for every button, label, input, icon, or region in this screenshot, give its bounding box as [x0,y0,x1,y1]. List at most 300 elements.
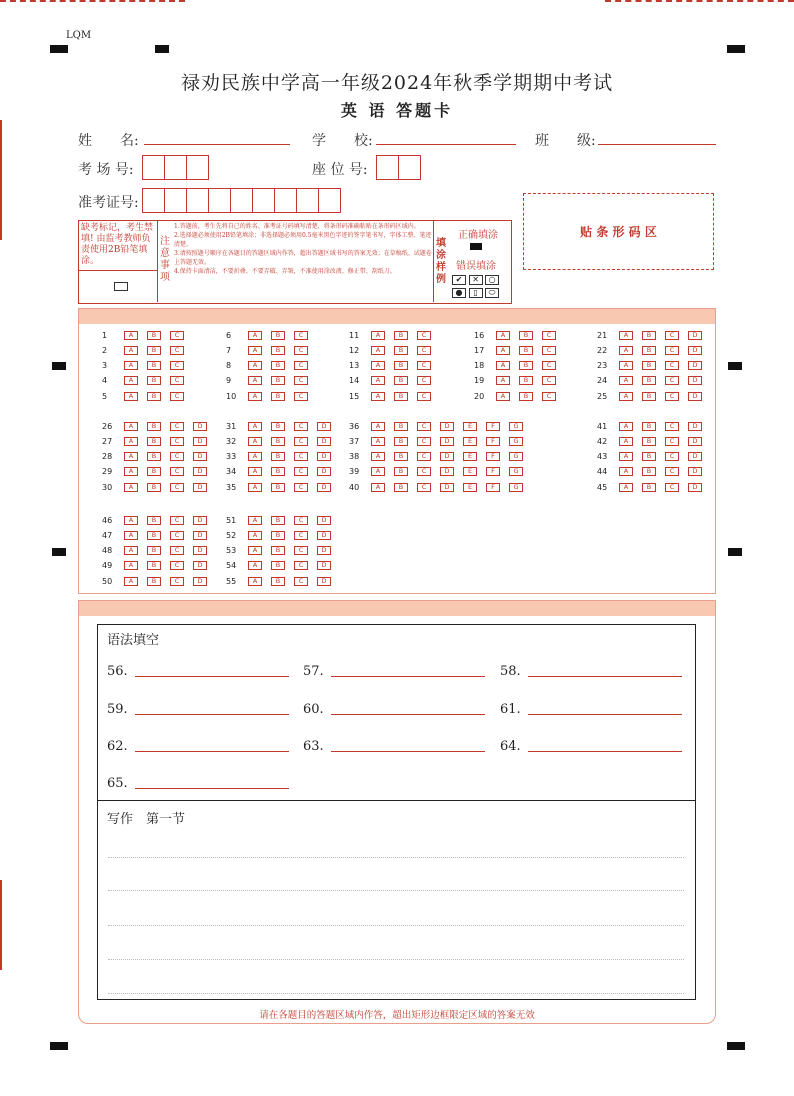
mc-option-bubble[interactable]: C [417,452,431,461]
mc-option-bubble[interactable]: C [294,452,308,461]
writing-line[interactable] [108,959,684,960]
mc-option-bubble[interactable]: A [248,577,262,586]
mc-option-bubble[interactable]: B [394,483,408,492]
mc-option-bubble[interactable]: A [371,361,385,370]
mc-option-bubble[interactable]: A [371,437,385,446]
mc-option-bubble[interactable]: C [294,531,308,540]
mc-question-number: 41 [597,421,608,431]
writing-line[interactable] [108,993,684,994]
mc-option-bubble[interactable]: B [642,422,656,431]
mc-question [102,345,193,355]
mc-question [226,452,340,462]
mc-option-bubble[interactable]: B [271,392,285,401]
mc-option-bubble[interactable]: A [124,531,138,540]
mc-option-bubble[interactable]: A [248,361,262,370]
mc-option-bubble[interactable]: C [170,422,184,431]
mc-option-bubble[interactable]: C [665,361,679,370]
mc-option-bubble[interactable]: D [193,437,207,446]
grammar-blank-number: 63. [303,739,324,754]
name-label: 姓 名: [78,133,139,149]
section-divider [97,800,696,801]
mc-option-bubble[interactable]: B [519,346,533,355]
mc-option-bubble[interactable]: C [170,531,184,540]
mc-option-bubble[interactable]: C [170,452,184,461]
grammar-blank-line[interactable] [528,714,682,715]
mc-option-bubble[interactable]: B [271,467,285,476]
mc-option-bubble[interactable]: C [294,577,308,586]
mc-question-number: 4 [102,376,108,386]
mc-option-bubble[interactable]: A [619,331,633,340]
mc-option-bubble[interactable]: B [394,437,408,446]
mc-option-bubble[interactable]: C [665,452,679,461]
mc-question-number: 25 [597,391,608,401]
notice-item: 4.保持卡面清洁，不要折叠、不要弄破、弄皱，不准使用涂改液、修正带、刮纸刀。 [174,268,396,275]
mc-option-bubble[interactable]: B [147,376,161,385]
mc-option-bubble[interactable]: D [317,577,331,586]
mc-question [474,345,565,355]
mc-option-bubble[interactable]: C [294,467,308,476]
notice-divider [157,220,158,302]
mc-option-bubble[interactable]: B [147,516,161,525]
notice-items [174,222,432,276]
mc-question [597,330,711,340]
mc-question-number: 15 [349,391,360,401]
mc-option-bubble[interactable]: G [509,452,523,461]
mc-question-number: 44 [597,467,608,477]
mc-option-bubble[interactable]: B [394,422,408,431]
grammar-blank-line[interactable] [135,714,289,715]
mc-option-bubble[interactable]: E [463,422,477,431]
mc-option-bubble[interactable]: C [170,516,184,525]
mc-question-number: 26 [102,421,113,431]
mc-option-bubble[interactable]: B [519,376,533,385]
mc-option-bubble[interactable]: A [619,376,633,385]
mc-option-bubble[interactable]: D [193,546,207,555]
mc-option-bubble[interactable]: B [147,331,161,340]
mc-option-bubble[interactable]: A [619,422,633,431]
mc-option-bubble[interactable]: D [440,483,454,492]
registration-mark [50,45,68,53]
mc-option-bubble[interactable]: C [294,516,308,525]
mc-question [597,482,711,492]
mc-question-number: 51 [226,515,237,525]
mc-option-bubble[interactable]: B [642,452,656,461]
mc-option-bubble[interactable]: A [124,483,138,492]
grammar-blank-line[interactable] [331,714,485,715]
mc-option-bubble[interactable]: C [665,376,679,385]
mc-option-bubble[interactable]: D [317,452,331,461]
mc-option-bubble[interactable]: A [124,422,138,431]
mc-question-number: 21 [597,330,608,340]
grammar-blank-number: 58. [500,664,521,679]
mc-option-bubble[interactable]: B [642,392,656,401]
mc-option-bubble[interactable]: A [371,467,385,476]
corner-code: LQM [66,30,92,41]
mc-option-bubble[interactable]: G [509,467,523,476]
mc-option-bubble[interactable]: B [642,361,656,370]
mc-option-bubble[interactable]: F [486,452,500,461]
mc-option-bubble[interactable]: D [193,577,207,586]
mc-option-bubble[interactable]: D [440,467,454,476]
mc-option-bubble[interactable]: A [124,392,138,401]
mc-option-bubble[interactable]: A [371,483,385,492]
mc-option-bubble[interactable]: C [665,467,679,476]
mc-option-bubble[interactable]: B [271,561,285,570]
mc-option-bubble[interactable]: C [417,376,431,385]
mc-option-bubble[interactable]: A [619,437,633,446]
mc-question-number: 54 [226,561,237,571]
mc-option-bubble[interactable]: D [688,346,702,355]
seat-boxes[interactable] [377,155,421,180]
mc-question [102,421,216,431]
mc-option-bubble[interactable]: A [124,437,138,446]
mc-option-bubble[interactable]: B [147,361,161,370]
mc-option-bubble[interactable]: D [688,437,702,446]
grammar-blank-number: 61. [500,702,521,717]
mc-option-bubble[interactable]: D [317,546,331,555]
mc-option-bubble[interactable]: A [248,392,262,401]
mc-option-bubble[interactable]: C [294,422,308,431]
mc-option-bubble[interactable]: C [542,392,556,401]
mc-option-bubble[interactable]: D [193,467,207,476]
mc-option-bubble[interactable]: C [417,467,431,476]
mc-option-bubble[interactable]: D [440,422,454,431]
mc-option-bubble[interactable]: A [248,346,262,355]
mc-option-bubble[interactable]: G [509,437,523,446]
mc-option-bubble[interactable]: C [170,361,184,370]
mc-option-bubble[interactable]: C [417,483,431,492]
mc-option-bubble[interactable]: B [519,331,533,340]
mc-option-bubble[interactable]: C [417,437,431,446]
mc-option-bubble[interactable]: B [147,561,161,570]
grammar-blank-line[interactable] [135,751,289,752]
mc-question [349,391,440,401]
grammar-blank-number: 59. [107,702,128,717]
mc-option-bubble[interactable]: C [294,361,308,370]
mc-option-bubble[interactable]: A [248,483,262,492]
writing-line[interactable] [108,890,684,891]
mc-question [226,546,340,556]
mc-question [226,530,340,540]
mc-option-bubble[interactable]: A [619,467,633,476]
mc-option-bubble[interactable]: B [271,437,285,446]
mc-option-bubble[interactable]: A [619,483,633,492]
mc-option-bubble[interactable]: B [147,577,161,586]
mc-option-bubble[interactable]: B [642,376,656,385]
mc-option-bubble[interactable]: A [248,376,262,385]
grammar-blank-line[interactable] [331,676,485,677]
mc-option-bubble[interactable]: A [619,346,633,355]
mc-option-bubble[interactable]: C [417,392,431,401]
mc-option-bubble[interactable]: C [170,346,184,355]
mc-option-bubble[interactable]: A [496,376,510,385]
mc-option-bubble[interactable]: B [147,452,161,461]
mc-option-bubble[interactable]: A [124,516,138,525]
mc-question-number: 5 [102,391,108,401]
mc-option-bubble[interactable]: D [193,422,207,431]
mc-option-bubble[interactable]: B [394,331,408,340]
mc-option-bubble[interactable]: B [394,376,408,385]
mc-option-bubble[interactable]: A [371,452,385,461]
grammar-blank-line[interactable] [135,676,289,677]
mc-option-bubble[interactable]: C [170,437,184,446]
ticket-label: 准考证号: [78,195,139,211]
mc-option-bubble[interactable]: F [486,437,500,446]
writing-line[interactable] [108,857,684,858]
mc-option-bubble[interactable]: D [688,331,702,340]
class-input[interactable] [598,144,716,145]
mc-option-bubble[interactable]: D [688,376,702,385]
exam-room-boxes[interactable] [143,155,209,180]
mc-option-bubble[interactable]: D [440,452,454,461]
mc-option-bubble[interactable]: B [271,577,285,586]
mc-option-bubble[interactable]: F [486,422,500,431]
mc-option-bubble[interactable]: C [294,546,308,555]
mc-option-bubble[interactable]: E [463,452,477,461]
mc-option-bubble[interactable]: B [271,361,285,370]
mc-option-bubble[interactable]: A [124,577,138,586]
mc-option-bubble[interactable]: E [463,437,477,446]
grammar-blank-number: 60. [303,702,324,717]
mc-option-bubble[interactable]: D [317,467,331,476]
mc-option-bubble[interactable]: A [496,346,510,355]
mc-option-bubble[interactable]: A [124,546,138,555]
mc-option-bubble[interactable]: A [248,516,262,525]
mc-option-bubble[interactable]: A [124,452,138,461]
mc-option-bubble[interactable]: B [642,331,656,340]
mc-option-bubble[interactable]: C [665,422,679,431]
mc-option-bubble[interactable]: B [271,516,285,525]
mc-option-bubble[interactable]: D [317,483,331,492]
mc-question-number: 16 [474,330,485,340]
mc-option-bubble[interactable]: A [124,561,138,570]
mc-option-bubble[interactable]: C [170,376,184,385]
mc-option-bubble[interactable]: A [124,467,138,476]
mc-option-bubble[interactable]: A [248,437,262,446]
mc-option-bubble[interactable]: C [417,422,431,431]
mc-option-bubble[interactable]: B [147,531,161,540]
mc-option-bubble[interactable]: D [193,561,207,570]
mc-option-bubble[interactable]: B [519,392,533,401]
mc-question [597,376,711,386]
mc-option-bubble[interactable]: D [317,437,331,446]
mc-option-bubble[interactable]: C [170,467,184,476]
grammar-blank-number: 65. [107,776,128,791]
mc-option-bubble[interactable]: G [509,483,523,492]
mc-question [226,515,340,525]
mc-question [226,421,340,431]
mc-option-bubble[interactable]: F [486,467,500,476]
grammar-blank-line[interactable] [528,751,682,752]
mc-option-bubble[interactable]: E [463,467,477,476]
mc-option-bubble[interactable]: B [394,392,408,401]
mc-question [226,482,340,492]
mc-option-bubble[interactable]: C [170,577,184,586]
name-input[interactable] [144,144,290,145]
mc-option-bubble[interactable]: D [688,392,702,401]
grammar-blank-line[interactable] [135,788,289,789]
mc-option-bubble[interactable]: A [248,452,262,461]
mc-option-bubble[interactable]: A [371,422,385,431]
mc-option-bubble[interactable]: A [248,422,262,431]
mc-question [226,467,340,477]
mc-option-bubble[interactable]: C [294,376,308,385]
mc-option-bubble[interactable]: D [317,531,331,540]
mc-option-bubble[interactable]: G [509,422,523,431]
mc-option-bubble[interactable]: D [688,483,702,492]
mc-option-bubble[interactable]: B [642,467,656,476]
mc-option-bubble[interactable]: B [642,346,656,355]
mc-question-number: 22 [597,345,608,355]
mc-option-bubble[interactable]: B [271,531,285,540]
mc-option-bubble[interactable]: B [147,483,161,492]
mc-option-bubble[interactable]: B [147,392,161,401]
mc-option-bubble[interactable]: C [542,346,556,355]
mc-option-bubble[interactable]: A [619,361,633,370]
mc-option-bubble[interactable]: D [440,437,454,446]
mc-option-bubble[interactable]: A [496,361,510,370]
mc-option-bubble[interactable]: A [124,346,138,355]
mc-option-bubble[interactable]: D [688,361,702,370]
mc-option-bubble[interactable]: C [665,346,679,355]
mc-option-bubble[interactable]: D [193,516,207,525]
mc-option-bubble[interactable]: A [124,361,138,370]
top-dashed-line-right [605,0,794,2]
mc-question [597,452,711,462]
mc-question-number: 27 [102,436,113,446]
mc-option-bubble[interactable]: B [271,376,285,385]
fill-correct-label: 正确填涂 [458,230,498,241]
registration-mark [155,45,169,53]
mc-option-bubble[interactable]: C [294,346,308,355]
mc-option-bubble[interactable]: C [294,392,308,401]
mc-option-bubble[interactable]: C [417,346,431,355]
mc-question [102,436,216,446]
mc-option-bubble[interactable]: D [193,483,207,492]
mc-option-bubble[interactable]: C [294,331,308,340]
mc-option-bubble[interactable]: A [371,331,385,340]
mc-option-bubble[interactable]: D [193,531,207,540]
mc-option-bubble[interactable]: A [248,546,262,555]
mc-option-bubble[interactable]: C [170,483,184,492]
mc-option-bubble[interactable]: B [394,361,408,370]
mc-question-number: 31 [226,421,237,431]
mc-option-bubble[interactable]: C [294,437,308,446]
mc-option-bubble[interactable]: A [619,392,633,401]
mc-option-bubble[interactable]: B [271,546,285,555]
mc-question-number: 32 [226,436,237,446]
mc-option-bubble[interactable]: A [619,452,633,461]
mc-option-bubble[interactable]: B [271,483,285,492]
mc-option-bubble[interactable]: D [688,467,702,476]
mc-question-number: 48 [102,546,113,556]
registration-mark [728,362,742,370]
mc-option-bubble[interactable]: A [248,331,262,340]
mc-option-bubble[interactable]: C [170,561,184,570]
mc-option-bubble[interactable]: A [124,376,138,385]
mc-option-bubble[interactable]: A [496,392,510,401]
mc-option-bubble[interactable]: C [294,483,308,492]
mc-question [102,576,216,586]
mc-option-bubble[interactable]: A [248,467,262,476]
writing-line[interactable] [108,925,684,926]
mc-question-number: 12 [349,345,360,355]
mc-option-bubble[interactable]: A [371,346,385,355]
mc-option-bubble[interactable]: C [542,361,556,370]
mc-option-bubble[interactable]: C [417,331,431,340]
mc-question-number: 19 [474,376,485,386]
barcode-label: 贴 条 形 码 区 [580,225,657,239]
mc-option-bubble[interactable]: B [147,422,161,431]
mc-option-bubble[interactable]: D [688,422,702,431]
mc-question [474,376,565,386]
mc-option-bubble[interactable]: F [486,483,500,492]
mc-option-bubble[interactable]: B [271,422,285,431]
mc-option-bubble[interactable]: D [317,561,331,570]
notice-item: 1.答题前，考生先将自己的姓名、准考证号码填写清楚，将条形码准确粘贴在条形码区域内。 [174,223,420,230]
mc-option-bubble[interactable]: C [665,483,679,492]
mc-option-bubble[interactable]: B [147,467,161,476]
mc-option-bubble[interactable]: C [170,546,184,555]
mc-option-bubble[interactable]: A [371,392,385,401]
mc-question-number: 43 [597,452,608,462]
mc-option-bubble[interactable]: C [542,331,556,340]
mc-question [597,361,711,371]
mc-option-bubble[interactable]: C [665,392,679,401]
mc-option-bubble[interactable]: A [248,561,262,570]
mc-option-bubble[interactable]: A [248,531,262,540]
mc-option-bubble[interactable]: D [688,452,702,461]
seat-label: 座 位 号: [312,162,368,178]
school-label: 学 校: [312,133,373,149]
mc-option-bubble[interactable]: D [317,516,331,525]
mc-option-bubble[interactable]: C [542,376,556,385]
school-input[interactable] [376,144,516,145]
absent-checkbox[interactable] [114,282,128,291]
mc-option-bubble[interactable]: A [496,331,510,340]
mc-option-bubble[interactable]: C [665,437,679,446]
mc-option-bubble[interactable]: B [394,467,408,476]
mc-option-bubble[interactable]: B [519,361,533,370]
mc-option-bubble[interactable]: B [271,331,285,340]
mc-option-bubble[interactable]: B [642,437,656,446]
mc-option-bubble[interactable]: E [463,483,477,492]
mc-option-bubble[interactable]: B [271,452,285,461]
mc-option-bubble[interactable]: C [417,361,431,370]
mc-option-bubble[interactable]: C [294,561,308,570]
mc-option-bubble[interactable]: D [193,452,207,461]
mc-option-bubble[interactable]: B [147,437,161,446]
mc-option-bubble[interactable]: B [642,483,656,492]
mc-option-bubble[interactable]: B [147,346,161,355]
mc-option-bubble[interactable]: C [170,331,184,340]
mc-option-bubble[interactable]: B [147,546,161,555]
mc-option-bubble[interactable]: B [271,346,285,355]
mc-option-bubble[interactable]: D [317,422,331,431]
grammar-blank-line[interactable] [528,676,682,677]
mc-question [226,561,340,571]
mc-option-bubble[interactable]: A [124,331,138,340]
mc-question [349,452,532,462]
ticket-boxes[interactable] [143,188,341,213]
mc-question-number: 18 [474,361,485,371]
mc-option-bubble[interactable]: A [371,376,385,385]
mc-option-bubble[interactable]: C [170,392,184,401]
mc-option-bubble[interactable]: B [394,452,408,461]
mc-option-bubble[interactable]: C [665,331,679,340]
grammar-blank-line[interactable] [331,751,485,752]
mc-option-bubble[interactable]: B [394,346,408,355]
